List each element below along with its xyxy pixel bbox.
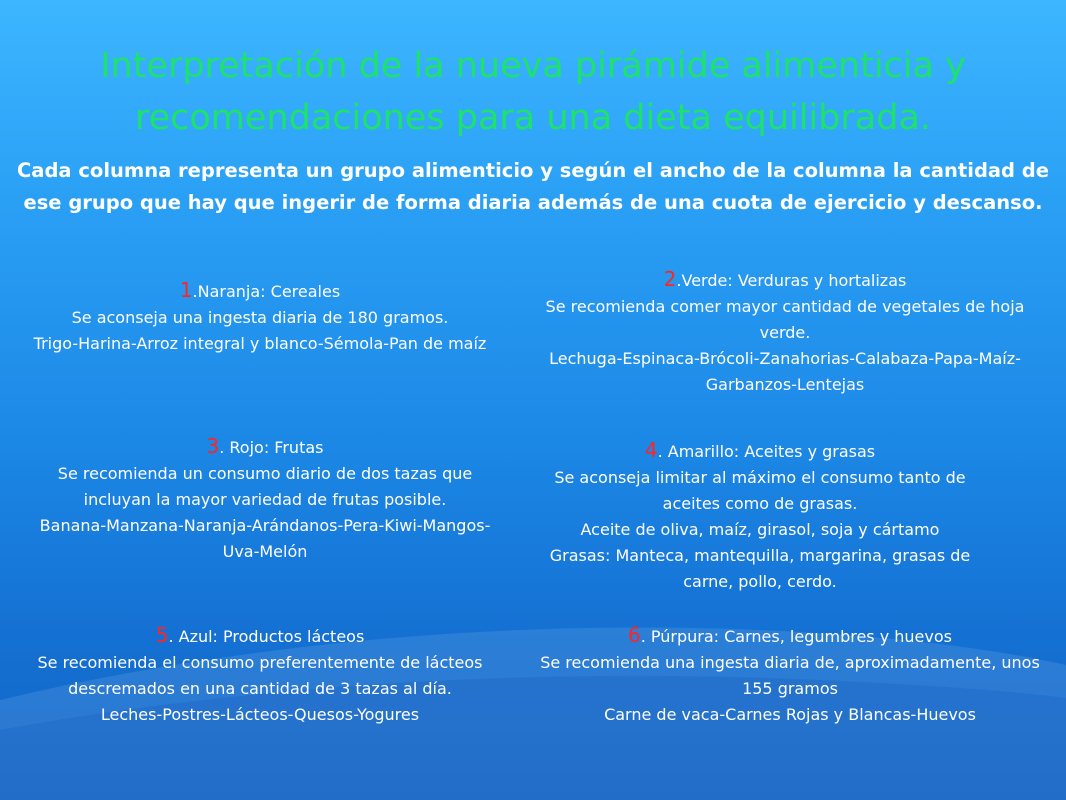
group-recommendation: Se aconseja una ingesta diaria de 180 gramos. xyxy=(71,308,449,327)
group-number: 2 xyxy=(663,267,677,291)
group-recommendation: Se recomienda una ingesta diaria de, aproximadamente, unos 155 gramos xyxy=(540,653,1040,698)
group-number: 5 xyxy=(155,623,169,647)
group-examples-grasas: Grasas: Manteca, mantequilla, margarina, grasas de carne, pollo, cerdo. xyxy=(549,546,971,591)
food-group-frutas xyxy=(15,433,515,565)
group-examples: Aceite de oliva, maíz, girasol, soja y cártamo xyxy=(580,520,940,539)
group-heading: 2.Verde: Verduras y hortalizas xyxy=(663,267,907,291)
group-number: 6 xyxy=(627,623,641,647)
group-heading: 4. Amarillo: Aceites y grasas xyxy=(644,438,876,462)
food-group-verduras xyxy=(520,266,1050,398)
group-heading: 5. Azul: Productos lácteos xyxy=(155,623,365,647)
group-examples: Carne de vaca-Carnes Rojas y Blancas-Huevos xyxy=(604,705,976,724)
group-examples: Trigo-Harina-Arroz integral y blanco-Sémola-Pan de maíz xyxy=(33,334,487,353)
group-recommendation: Se recomienda comer mayor cantidad de vegetales de hoja verde. xyxy=(545,297,1025,342)
group-recommendation: Se recomienda el consumo preferentemente de lácteos descremados en una cantidad de 3 tazas al día. xyxy=(37,653,483,698)
group-heading: 1.Naranja: Cereales xyxy=(179,278,341,302)
group-number: 3 xyxy=(206,434,220,458)
group-recommendation: Se aconseja limitar al máximo el consumo tanto de aceites como de grasas. xyxy=(554,468,966,513)
food-group-carnes xyxy=(520,622,1060,728)
food-group-cereales xyxy=(10,277,510,357)
food-group-aceites xyxy=(520,437,1000,595)
food-group-lacteos xyxy=(10,622,510,728)
group-number: 4 xyxy=(644,438,658,462)
page-subtitle: Cada columna representa un grupo alimenticio y según el ancho de la columna la cantidad de ese grupo que hay que ingerir de forma diaria además de una cuota de ejercicio y descanso. xyxy=(17,159,1049,214)
group-examples: Banana-Manzana-Naranja-Arándanos-Pera-Kiwi-Mangos-Uva-Melón xyxy=(39,516,491,561)
page-title: Interpretación de la nueva pirámide alimenticia y recomendaciones para una dieta equilibrada. xyxy=(100,46,966,138)
group-examples: Leches-Postres-Lácteos-Quesos-Yogures xyxy=(100,705,420,724)
group-heading: 3. Rojo: Frutas xyxy=(206,434,324,458)
group-heading: 6. Púrpura: Carnes, legumbres y huevos xyxy=(627,623,952,647)
group-examples: Lechuga-Espinaca-Brócoli-Zanahorias-Calabaza-Papa-Maíz-Garbanzos-Lentejas xyxy=(549,349,1021,394)
group-number: 1 xyxy=(179,278,193,302)
group-recommendation: Se recomienda un consumo diario de dos tazas que incluyan la mayor variedad de frutas posible. xyxy=(57,464,473,509)
